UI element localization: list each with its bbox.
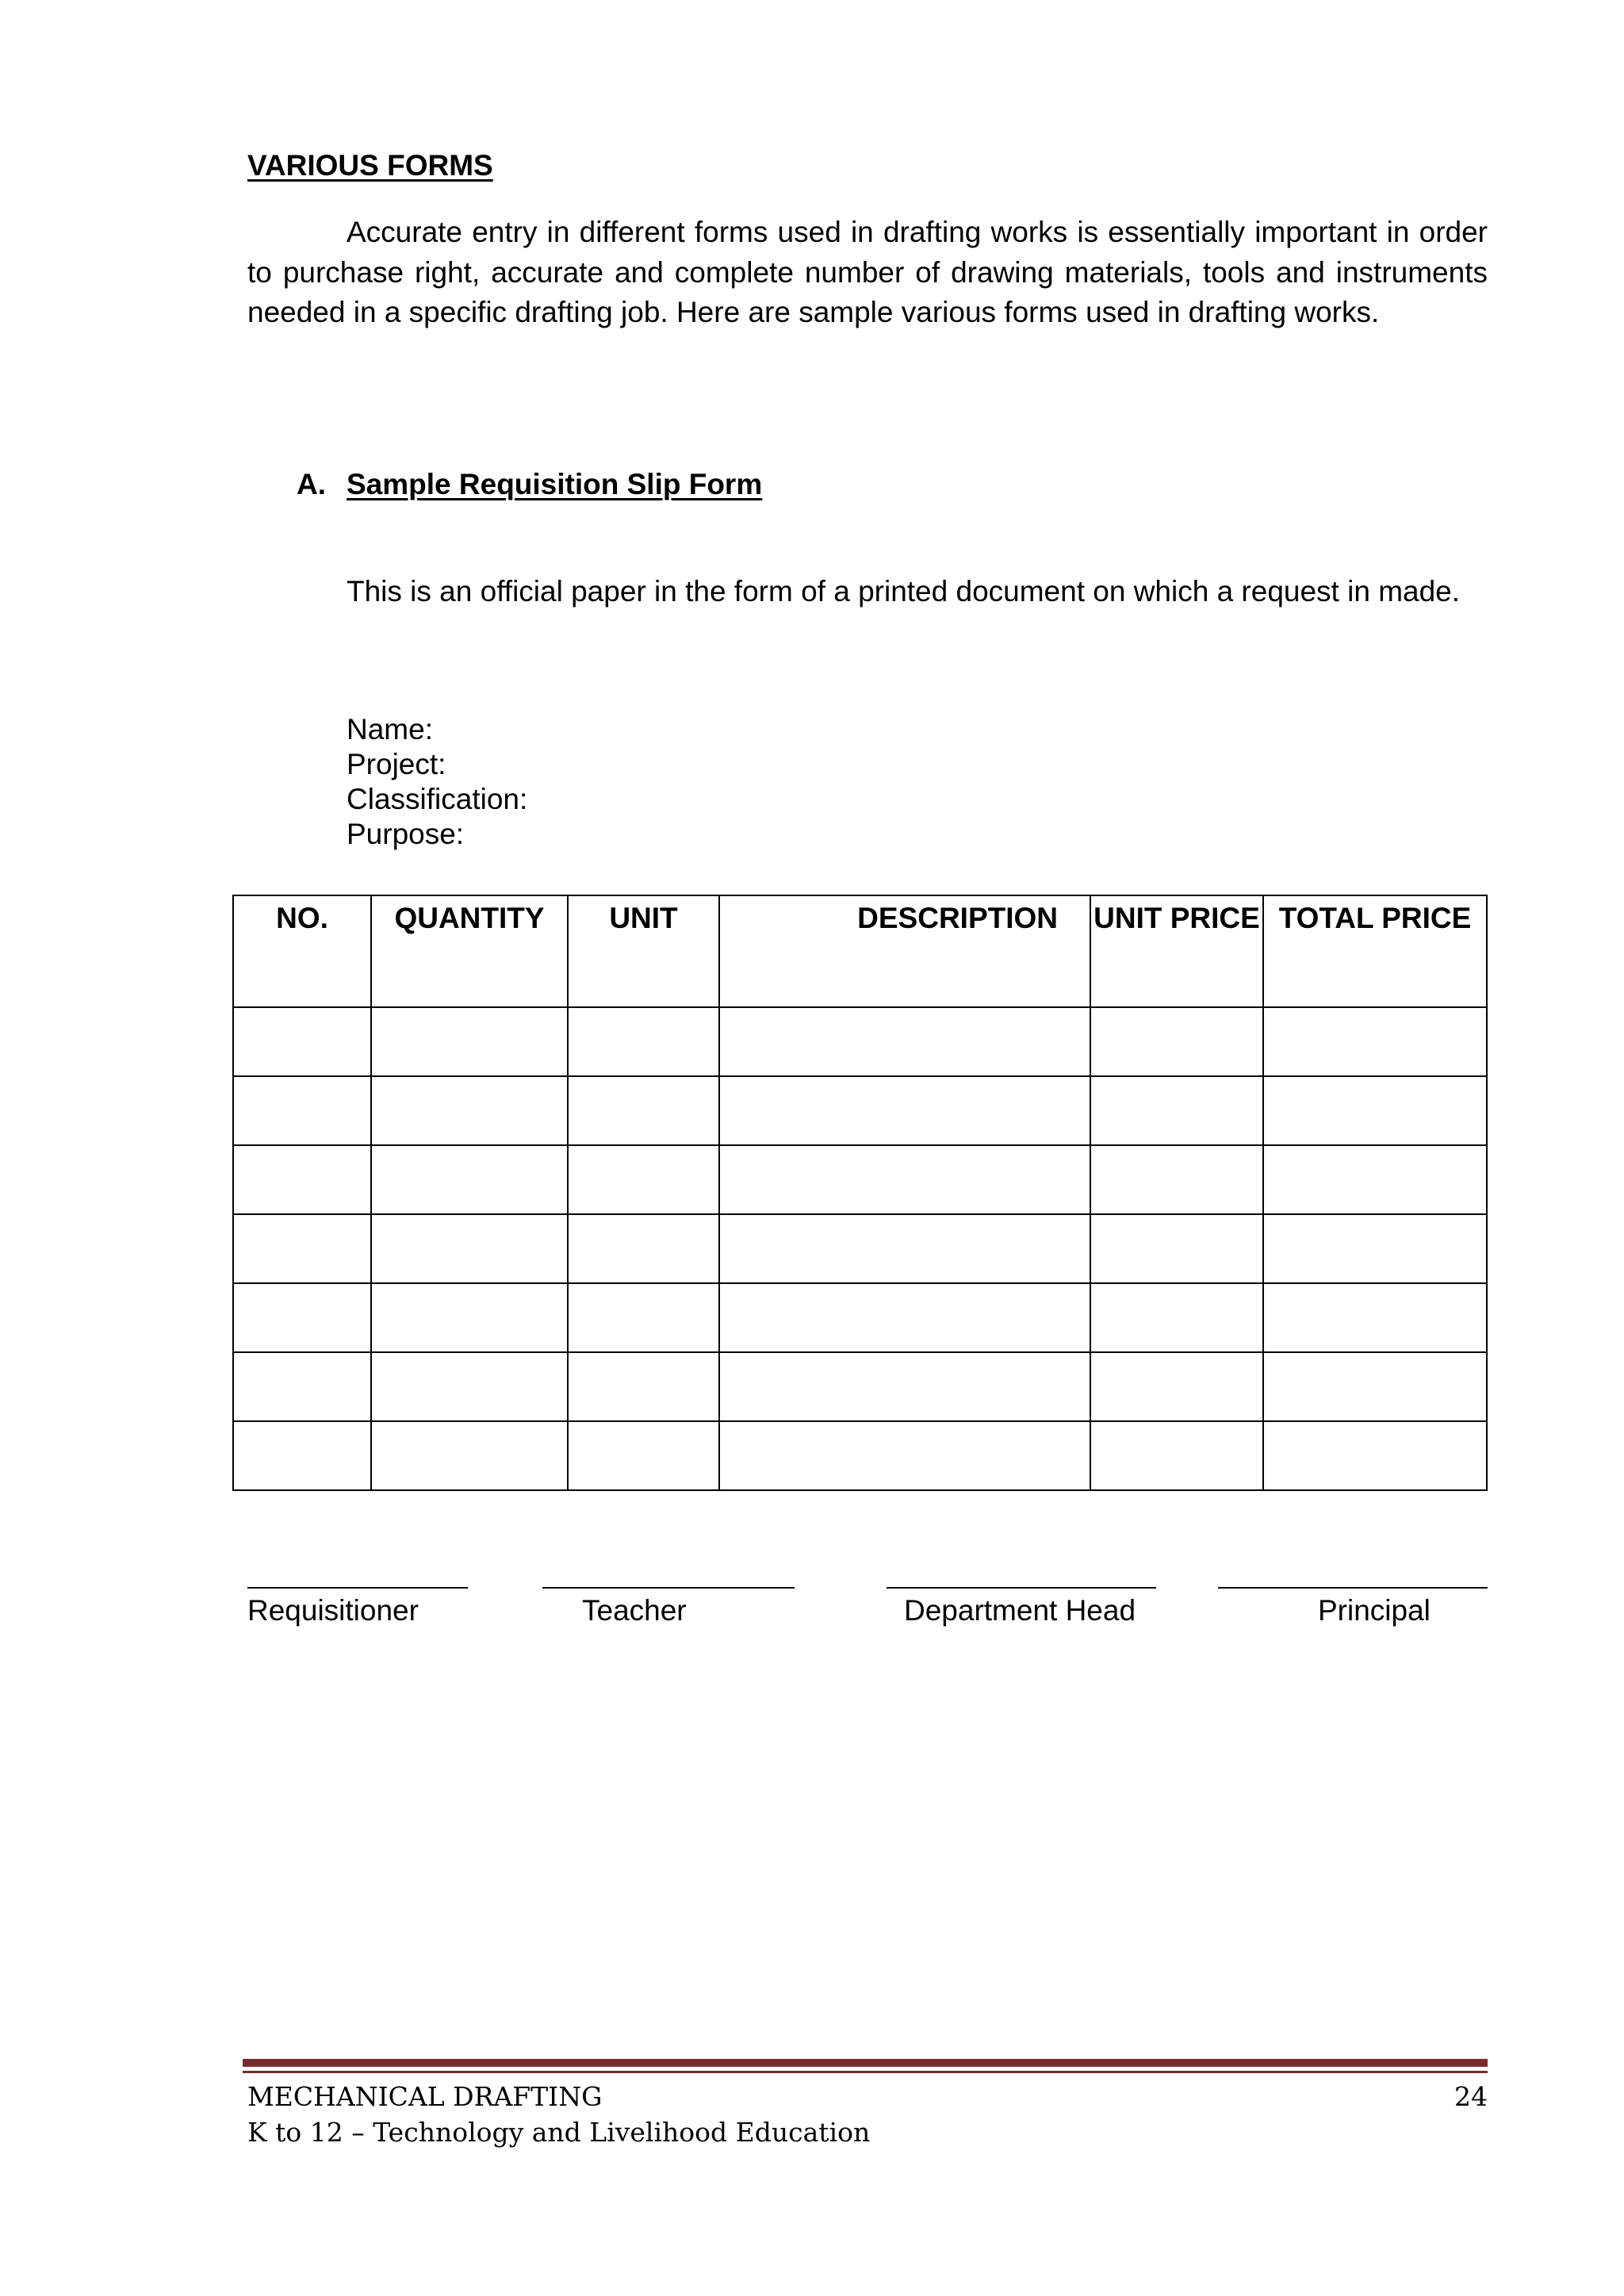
table-row <box>233 1076 1487 1145</box>
signatory-requisitioner: Requisitioner <box>247 1594 419 1627</box>
table-cell[interactable] <box>1090 1283 1263 1352</box>
table-cell[interactable] <box>568 1352 719 1421</box>
page-heading: VARIOUS FORMS <box>247 149 493 182</box>
table-cell[interactable] <box>233 1214 371 1283</box>
header-unit: UNIT <box>568 895 719 1007</box>
field-classification-label: Classification: <box>347 783 528 815</box>
table-cell[interactable] <box>719 1214 1090 1283</box>
table-cell[interactable] <box>233 1076 371 1145</box>
table-cell[interactable] <box>1263 1145 1487 1214</box>
header-quantity: QUANTITY <box>371 895 568 1007</box>
table-cell[interactable] <box>568 1145 719 1214</box>
page-number: 24 <box>1454 2081 1488 2112</box>
form-fields <box>347 712 527 852</box>
table-cell[interactable] <box>371 1421 568 1490</box>
table-cell[interactable] <box>1263 1076 1487 1145</box>
requisition-table <box>232 895 1488 1491</box>
table-header-row <box>233 895 1487 1007</box>
field-project-label: Project: <box>347 748 446 780</box>
table-row <box>233 1421 1487 1490</box>
field-purpose-label: Purpose: <box>347 818 465 850</box>
header-no: NO. <box>233 895 371 1007</box>
table-cell[interactable] <box>371 1214 568 1283</box>
table-cell[interactable] <box>719 1421 1090 1490</box>
table-cell[interactable] <box>568 1076 719 1145</box>
footer-subtitle: K to 12 – Technology and Livelihood Education <box>247 2117 871 2148</box>
footer-rule-thick <box>243 2059 1488 2067</box>
table-cell[interactable] <box>719 1283 1090 1352</box>
table-cell[interactable] <box>1263 1214 1487 1283</box>
table-cell[interactable] <box>233 1421 371 1490</box>
table-cell[interactable] <box>719 1352 1090 1421</box>
table-cell[interactable] <box>1090 1421 1263 1490</box>
table-cell[interactable] <box>371 1283 568 1352</box>
section-letter: A. <box>297 468 326 500</box>
signature-line-teacher <box>542 1587 795 1589</box>
table-cell[interactable] <box>568 1007 719 1076</box>
signature-line-requisitioner <box>247 1587 468 1589</box>
signature-line-department-head <box>887 1587 1156 1589</box>
table-cell[interactable] <box>233 1352 371 1421</box>
signatory-department-head: Department Head <box>904 1594 1136 1627</box>
signatory-principal: Principal <box>1318 1594 1431 1627</box>
table-row <box>233 1214 1487 1283</box>
table-cell[interactable] <box>233 1283 371 1352</box>
table-cell[interactable] <box>371 1145 568 1214</box>
table-cell[interactable] <box>1090 1076 1263 1145</box>
footer-rule-thin <box>243 2071 1488 2073</box>
table-cell[interactable] <box>1263 1352 1487 1421</box>
table-cell[interactable] <box>568 1421 719 1490</box>
table-row <box>233 1283 1487 1352</box>
table-cell[interactable] <box>1090 1007 1263 1076</box>
table-cell[interactable] <box>719 1076 1090 1145</box>
table-body <box>233 1007 1487 1490</box>
table-cell[interactable] <box>371 1352 568 1421</box>
table-row <box>233 1007 1487 1076</box>
table-cell[interactable] <box>371 1007 568 1076</box>
table-cell[interactable] <box>371 1076 568 1145</box>
table-cell[interactable] <box>1263 1007 1487 1076</box>
table-cell[interactable] <box>233 1007 371 1076</box>
signature-line-principal <box>1218 1587 1488 1589</box>
table-row <box>233 1352 1487 1421</box>
table-cell[interactable] <box>719 1145 1090 1214</box>
table-cell[interactable] <box>1263 1283 1487 1352</box>
table-cell[interactable] <box>1090 1352 1263 1421</box>
section-title: Sample Requisition Slip Form <box>347 468 763 500</box>
table-cell[interactable] <box>568 1214 719 1283</box>
footer-title: MECHANICAL DRAFTING <box>247 2081 603 2112</box>
header-total-price: TOTAL PRICE <box>1263 895 1487 1007</box>
table-cell[interactable] <box>719 1007 1090 1076</box>
header-unit-price: UNIT PRICE <box>1090 895 1263 1007</box>
table-cell[interactable] <box>568 1283 719 1352</box>
signatory-teacher: Teacher <box>582 1594 687 1627</box>
definition-paragraph: This is an official paper in the form of a printed document on which a request in made. <box>347 575 1461 608</box>
table-cell[interactable] <box>1263 1421 1487 1490</box>
field-name-label: Name: <box>347 713 433 746</box>
table-cell[interactable] <box>233 1145 371 1214</box>
table-cell[interactable] <box>1090 1214 1263 1283</box>
table-row <box>233 1145 1487 1214</box>
table-cell[interactable] <box>1090 1145 1263 1214</box>
header-description: DESCRIPTION <box>719 895 1090 1007</box>
intro-paragraph: Accurate entry in different forms used in drafting works is essentially important in order to purchase right, accurate and complete number of drawing materials, tools and instruments needed in a specific drafting job. Here are sample various forms used in drafting works. <box>247 216 1488 328</box>
